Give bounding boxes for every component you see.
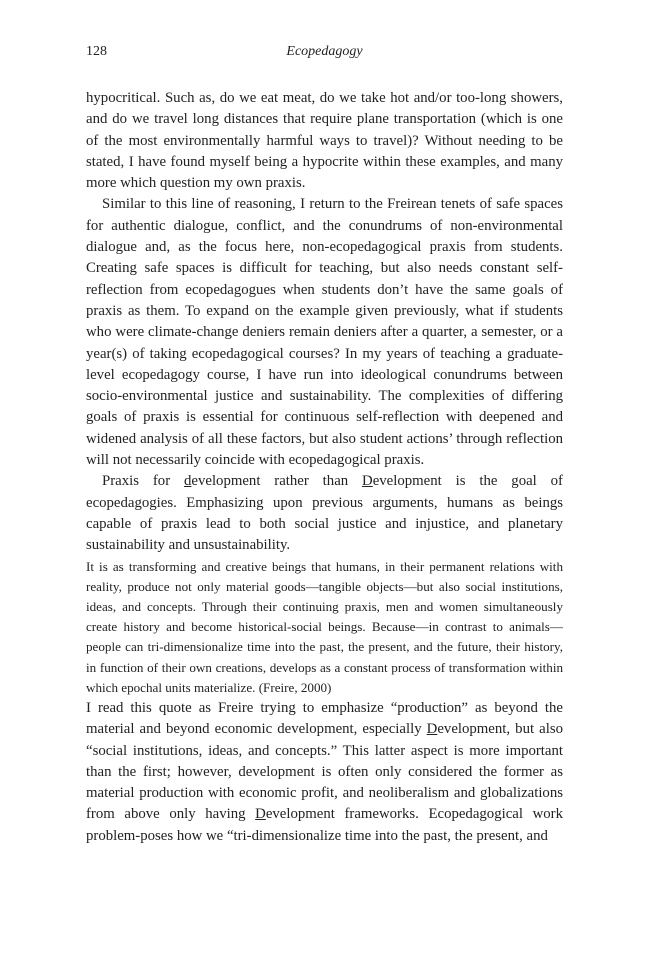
freire-block-quote: It is as transforming and creative beings that humans, in their permanent relations with reality, produce not only material goods—tangible objects—but also social institutions, ideas, and concepts. Through their continuing praxis, men and women simultaneously create history and become historical-social beings. Because—in contrast to animals—people can tri-dimensionalize time into the past, the present, and the future, their history, in function of their own creations, develops as a constant process of transformation within which epochal units materialize. (Freire, 2000): [86, 558, 563, 695]
text-run: Praxis for: [102, 473, 184, 490]
underlined-letter: D: [255, 806, 266, 823]
underlined-letter: d: [184, 473, 192, 490]
paragraph-continued: hypocritical. Such as, do we eat meat, do we take hot and/or too-long showers, and do we travel long distances that require plane transportation (which is one of the most environmentally harmful ways to travel)? Without needing to be stated, I have found myself being a hypocrite within these examples, and many more which question my own praxis.: [86, 90, 563, 192]
paragraph-quote-analysis: [86, 698, 563, 847]
text-run: evelopment frameworks. Ecopedagogical work problem-poses how we “tri-dimensionalize time into the past, the present, and: [86, 806, 563, 844]
text-run: evelopment, but also “social institutions, ideas, and concepts.” This latter aspect is more important than the first; however, development is often only considered the former as material production with economic profit, and neoliberalism and globalizations from above only having: [86, 721, 563, 823]
text-run: I read this quote as Freire trying to emphasize “production” as beyond the material and beyond economic development, especially: [86, 699, 563, 738]
text-run: evelopment rather than: [191, 473, 363, 490]
underlined-letter: D: [362, 473, 373, 490]
running-title: Ecopedagogy: [286, 44, 363, 59]
paragraph-safe-spaces: Similar to this line of reasoning, I return to the Freirean tenets of safe spaces for authentic dialogue, conflict, and the conundrums of non-environmental dialogue and, as the focus here, non-ecopedagogical praxis from students. Creating safe spaces is difficult for teaching, but also needs constant self-reflection from ecopedagogues when students don’t have the same goals of praxis as them. To expand on the example given previously, what if students who were climate-change deniers remain deniers after a quarter, a semester, or a year(s) of taking ecopedagogical courses? In my years of teaching a graduate-level ecopedagogy course, I have run into ideological conundrums between socio-environmental justice and sustainability. The complexities of differing goals of praxis is essential for continuous self-reflection with deepened and widened analysis of all these factors, but also student actions’ through reflection will not necessarily coincide with ecopedagogical praxis.: [86, 196, 563, 469]
text-run: evelopment is the goal of ecopedagogies. Emphasizing upon previous arguments, humans as beings capable of praxis lead to both social justice and injustice, and planetary sustainability and unsustainability.: [86, 473, 563, 554]
page-number: 128: [86, 44, 107, 59]
page-header: [86, 44, 563, 64]
body-text: [86, 88, 563, 847]
underlined-letter: D: [426, 721, 438, 738]
paragraph-praxis-development: [86, 471, 563, 556]
